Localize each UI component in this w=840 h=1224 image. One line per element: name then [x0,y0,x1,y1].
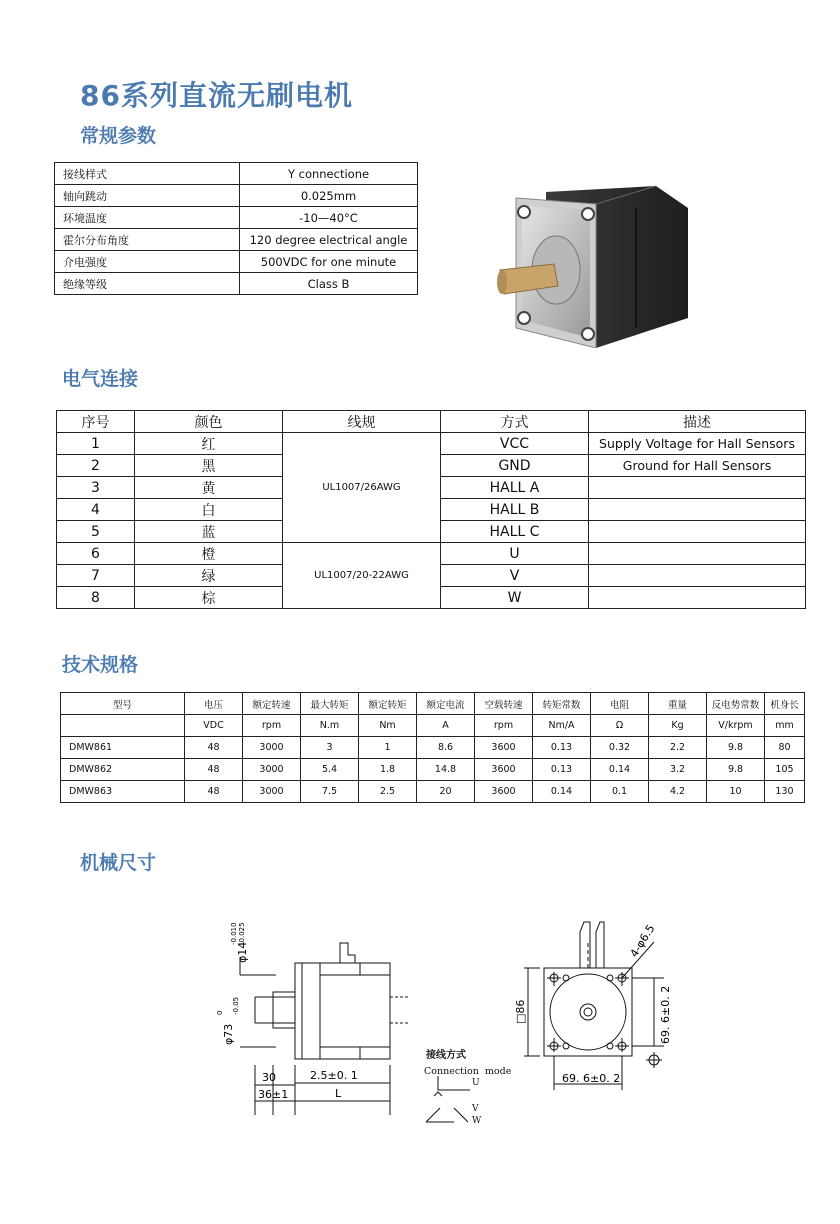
dim-2-5: 2.5±0. 1 [310,1069,358,1082]
wiring-header: 方式 [441,411,589,433]
specs-row [61,781,805,803]
param-key: 轴向跳动 [55,185,240,207]
specs-row-cell: 3000 [243,759,301,781]
specs-header-cell: 最大转矩 [301,693,359,715]
section-specs-title: 技术规格 [62,654,139,676]
wiring-color: 黑 [135,455,283,477]
specs-unit-cell: mm [765,715,805,737]
specs-row-cell: 7.5 [301,781,359,803]
specs-row [61,737,805,759]
specs-header-cell: 型号 [61,693,185,715]
dim-shaft-tol-up: -0.010 [230,922,238,945]
wiring-no: 3 [57,477,135,499]
specs-unit-cell: Nm [359,715,417,737]
side-view-drawing [210,915,425,1135]
dim-pilot-tol-up: 0 [216,1010,224,1015]
wiring-desc [589,565,806,587]
specs-row-cell: 0.14 [591,759,649,781]
specs-row-cell: 48 [185,737,243,759]
specs-row-cell: 48 [185,759,243,781]
specs-header-cell: 反电势常数 [707,693,765,715]
dim-shaft-dia: φ14 [236,941,249,963]
specs-row-cell: 0.14 [533,781,591,803]
specs-row-cell: 105 [765,759,805,781]
specs-unit [61,715,805,737]
params-row [55,229,418,251]
phase-w-label: W [472,1116,482,1126]
specs-table [60,692,805,803]
specs-unit-cell: Kg [649,715,707,737]
specs-row-cell: 80 [765,737,805,759]
wiring-header: 颜色 [135,411,283,433]
connection-title: 接线方式 [426,1050,466,1061]
specs-row-cell: 5.4 [301,759,359,781]
dim-l: L [335,1087,342,1100]
specs-row-cell: 0.13 [533,737,591,759]
specs-header-cell: 额定电流 [417,693,475,715]
param-key: 霍尔分布角度 [55,229,240,251]
params-row [55,207,418,229]
wiring-color: 蓝 [135,521,283,543]
specs-row-cell: 10 [707,781,765,803]
wiring-row [57,433,806,455]
wiring-mode: GND [441,455,589,477]
param-key: 接线样式 [55,163,240,185]
dim-pilot-dia: φ73 [222,1023,235,1045]
specs-row-cell: 3600 [475,759,533,781]
wiring-mode: W [441,587,589,609]
specs-row-cell: DMW863 [61,781,185,803]
specs-row-cell: 9.8 [707,737,765,759]
front-view-drawing [504,912,684,1102]
wiring-desc: Supply Voltage for Hall Sensors [589,433,806,455]
specs-unit-cell: rpm [243,715,301,737]
connection-subtitle: Connection mode [424,1066,512,1077]
specs-unit-cell: N.m [301,715,359,737]
wiring-mode: HALL B [441,499,589,521]
param-value: -10—40°C [240,207,418,229]
specs-header-cell: 电阻 [591,693,649,715]
specs-row-cell: 3000 [243,737,301,759]
wiring-desc [589,499,806,521]
wiring-table [56,410,806,609]
params-row [55,251,418,273]
specs-row-cell: 3000 [243,781,301,803]
wiring-no: 2 [57,455,135,477]
specs-row-cell: 130 [765,781,805,803]
specs-header-cell: 额定转速 [243,693,301,715]
wiring-color: 白 [135,499,283,521]
wiring-gauge: UL1007/26AWG [283,433,441,543]
specs-row-cell: 0.1 [591,781,649,803]
wiring-mode: VCC [441,433,589,455]
specs-row-cell: 14.8 [417,759,475,781]
wiring-no: 5 [57,521,135,543]
specs-row [61,759,805,781]
specs-row-cell: 3600 [475,737,533,759]
wiring-desc [589,587,806,609]
specs-unit-cell: A [417,715,475,737]
dim-36: 36±1 [258,1088,289,1101]
param-value: 500VDC for one minute [240,251,418,273]
dim-30: 30 [262,1071,276,1084]
specs-row-cell: 9.8 [707,759,765,781]
wiring-no: 7 [57,565,135,587]
param-value: 120 degree electrical angle [240,229,418,251]
specs-row-cell: 48 [185,781,243,803]
wiring-color: 绿 [135,565,283,587]
param-value: 0.025mm [240,185,418,207]
params-row [55,163,418,185]
page-title: 86系列直流无刷电机 [80,79,353,112]
section-electrical-title: 电气连接 [62,368,139,390]
wiring-desc: Ground for Hall Sensors [589,455,806,477]
specs-header-cell: 机身长 [765,693,805,715]
specs-header [61,693,805,715]
connection-symbol [424,1076,474,1132]
dim-shaft-tol-dn: -0.025 [238,922,246,945]
specs-unit-cell [61,715,185,737]
wiring-header: 描述 [589,411,806,433]
dim-square-86: □86 [514,999,527,1024]
dim-pilot-tol-dn: -0.05 [232,996,240,1015]
specs-row-cell: DMW861 [61,737,185,759]
wiring-color: 黄 [135,477,283,499]
section-mechanical-title: 机械尺寸 [80,852,157,874]
specs-unit-cell: V/krpm [707,715,765,737]
wiring-mode: HALL A [441,477,589,499]
param-value: Y connectione [240,163,418,185]
specs-row-cell: 1 [359,737,417,759]
wiring-color: 红 [135,433,283,455]
params-table [54,162,418,295]
motor-photo [496,178,696,348]
specs-row-cell: 3600 [475,781,533,803]
param-key: 介电强度 [55,251,240,273]
phase-u-label: U [472,1078,480,1088]
section-params-title: 常规参数 [80,125,157,147]
wiring-desc [589,543,806,565]
wiring-no: 6 [57,543,135,565]
params-row [55,273,418,295]
specs-unit-cell: VDC [185,715,243,737]
specs-row-cell: DMW862 [61,759,185,781]
param-key: 绝缘等级 [55,273,240,295]
wiring-desc [589,477,806,499]
wiring-no: 4 [57,499,135,521]
wiring-mode: V [441,565,589,587]
specs-unit-cell: Nm/A [533,715,591,737]
specs-row-cell: 3 [301,737,359,759]
param-value: Class B [240,273,418,295]
wiring-mode: U [441,543,589,565]
wiring-color: 棕 [135,587,283,609]
wiring-row [57,543,806,565]
wiring-header: 序号 [57,411,135,433]
specs-row-cell: 2.2 [649,737,707,759]
specs-header-cell: 重量 [649,693,707,715]
wiring-color: 橙 [135,543,283,565]
specs-row-cell: 0.13 [533,759,591,781]
specs-header-cell: 电压 [185,693,243,715]
specs-row-cell: 20 [417,781,475,803]
specs-unit-cell: rpm [475,715,533,737]
specs-row-cell: 3.2 [649,759,707,781]
specs-header-cell: 额定转矩 [359,693,417,715]
specs-header-cell: 转矩常数 [533,693,591,715]
dim-69-6-vertical: 69. 6±0. 2 [659,985,672,1044]
phase-v-label: V [472,1104,479,1114]
specs-header-cell: 空载转速 [475,693,533,715]
wiring-desc [589,521,806,543]
specs-row-cell: 8.6 [417,737,475,759]
dim-69-6-horizontal: 69. 6±0. 2 [562,1072,621,1085]
wiring-no: 1 [57,433,135,455]
dim-holes: 4-φ6.5 [627,922,658,960]
wiring-mode: HALL C [441,521,589,543]
specs-row-cell: 0.32 [591,737,649,759]
specs-row-cell: 2.5 [359,781,417,803]
specs-row-cell: 4.2 [649,781,707,803]
specs-row-cell: 1.8 [359,759,417,781]
wiring-header: 线规 [283,411,441,433]
params-row [55,185,418,207]
specs-unit-cell: Ω [591,715,649,737]
wiring-no: 8 [57,587,135,609]
param-key: 环境温度 [55,207,240,229]
wiring-gauge: UL1007/20-22AWG [283,543,441,609]
